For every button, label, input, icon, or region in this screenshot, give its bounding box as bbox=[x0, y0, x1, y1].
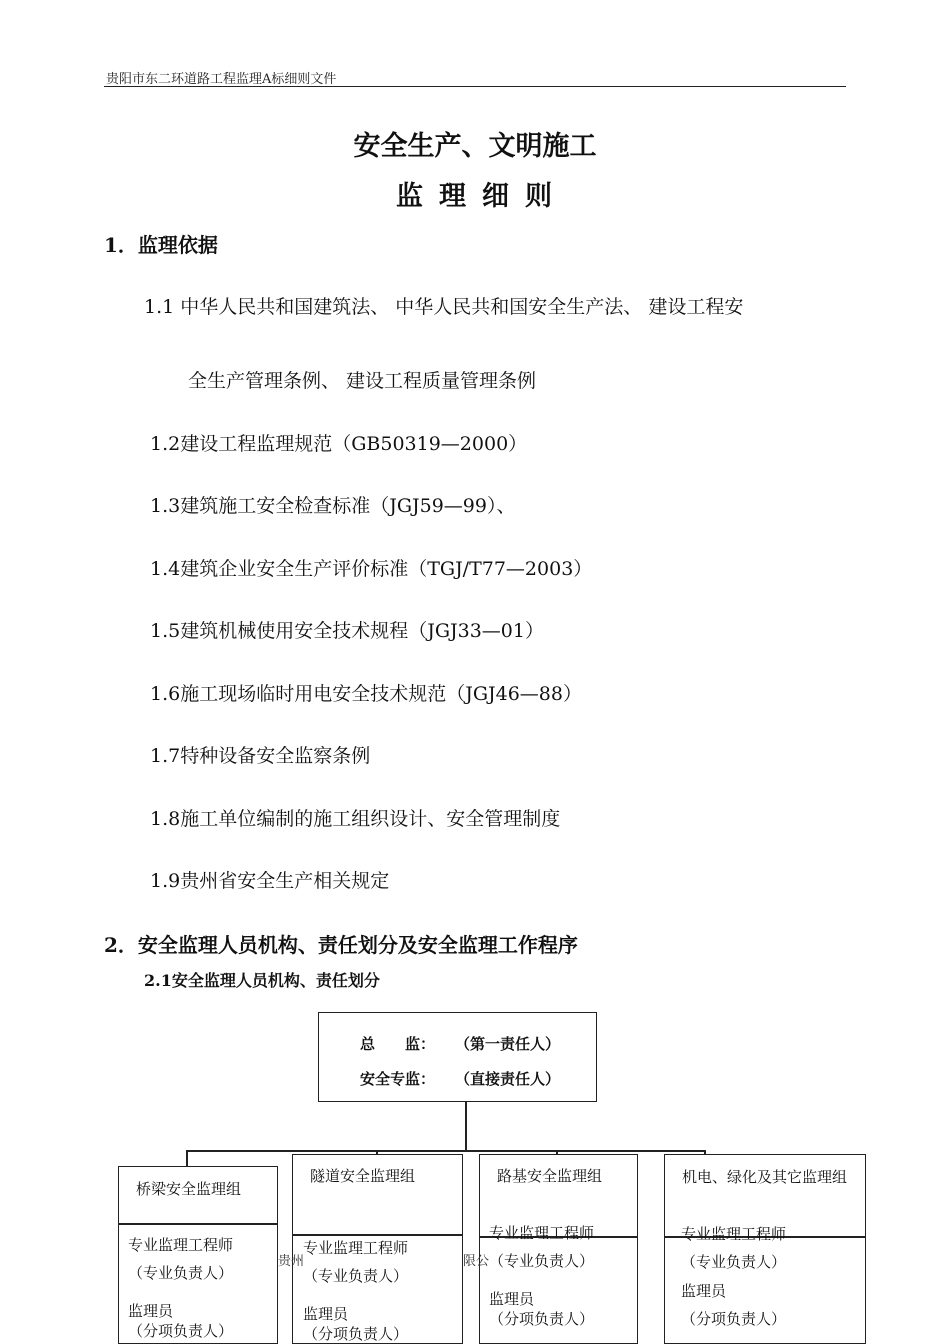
group-divider-tunnel bbox=[292, 1234, 463, 1236]
group-engineer-resp-roadbed: （专业负责人） bbox=[489, 1252, 595, 1270]
group-staff-bridge: 监理员 bbox=[128, 1302, 174, 1320]
page-subtitle: 监理细则 bbox=[396, 181, 568, 212]
group-engineer-resp-bridge: （专业负责人） bbox=[128, 1264, 234, 1282]
chief-supervisor-label: 总 监： bbox=[360, 1035, 436, 1053]
section-2-heading: 2．安全监理人员机构、责任划分及安全监理工作程序 bbox=[104, 933, 578, 957]
basis-item-1-2: 1.2建设工程监理规范（GB50319—2000） bbox=[150, 433, 528, 455]
group-divider-bridge bbox=[118, 1223, 278, 1225]
group-engineer-resp-tunnel: （专业负责人） bbox=[303, 1267, 409, 1285]
basis-item-1-8: 1.8施工单位编制的施工组织设计、安全管理制度 bbox=[150, 808, 561, 830]
group-staff-roadbed: 监理员 bbox=[489, 1290, 535, 1308]
group-name-roadbed: 路基安全监理组 bbox=[497, 1167, 603, 1185]
connector-trunk bbox=[465, 1101, 467, 1151]
group-name-electromech: 机电、绿化及其它监理组 bbox=[682, 1168, 848, 1186]
group-engineer-roadbed: 专业监理工程师 bbox=[489, 1224, 595, 1242]
basis-item-1-1: 1.1 中华人民共和国建筑法、 中华人民共和国安全生产法、 建设工程安 bbox=[144, 296, 744, 318]
chief-supervisor-responsibility: （第一责任人） bbox=[455, 1035, 561, 1053]
footer-fragment-left: 贵州 bbox=[278, 1254, 305, 1269]
safety-supervisor-label: 安全专监： bbox=[360, 1070, 436, 1088]
group-engineer-electromech: 专业监理工程师 bbox=[681, 1225, 787, 1243]
group-staff-resp-tunnel: （分项负责人） bbox=[303, 1325, 409, 1343]
section-2-1-heading: 2.1安全监理人员机构、责任划分 bbox=[144, 971, 380, 990]
group-staff-tunnel: 监理员 bbox=[303, 1305, 349, 1323]
basis-item-1-9: 1.9贵州省安全生产相关规定 bbox=[150, 870, 390, 892]
group-staff-resp-roadbed: （分项负责人） bbox=[489, 1310, 595, 1328]
page-header: 贵阳市东二环道路工程监理A标细则文件 bbox=[106, 72, 337, 87]
basis-item-1-7: 1.7特种设备安全监察条例 bbox=[150, 745, 371, 767]
group-name-bridge: 桥梁安全监理组 bbox=[136, 1180, 242, 1198]
group-engineer-resp-electromech: （专业负责人） bbox=[681, 1253, 787, 1271]
header-divider bbox=[104, 86, 846, 87]
basis-item-1-1-cont: 全生产管理条例、 建设工程质量管理条例 bbox=[188, 370, 537, 392]
basis-item-1-4: 1.4建筑企业安全生产评价标准（TGJ/T77—2003） bbox=[150, 558, 593, 580]
safety-supervisor-responsibility: （直接责任人） bbox=[455, 1070, 561, 1088]
group-staff-electromech: 监理员 bbox=[681, 1282, 727, 1300]
basis-item-1-6: 1.6施工现场临时用电安全技术规范（JGJ46—88） bbox=[150, 683, 582, 705]
group-staff-resp-electromech: （分项负责人） bbox=[681, 1310, 787, 1328]
group-engineer-bridge: 专业监理工程师 bbox=[128, 1236, 234, 1254]
basis-item-1-3: 1.3建筑施工安全检查标准（JGJ59—99）、 bbox=[150, 495, 516, 517]
connector-bar bbox=[186, 1150, 705, 1152]
group-name-tunnel: 隧道安全监理组 bbox=[310, 1167, 416, 1185]
section-1-heading: 1．监理依据 bbox=[104, 233, 218, 257]
basis-item-1-5: 1.5建筑机械使用安全技术规程（JGJ33—01） bbox=[150, 620, 544, 642]
footer-fragment-right: 限公 bbox=[463, 1254, 490, 1269]
group-staff-resp-bridge: （分项负责人） bbox=[128, 1322, 234, 1340]
page-title: 安全生产、文明施工 bbox=[353, 131, 597, 162]
group-engineer-tunnel: 专业监理工程师 bbox=[303, 1239, 409, 1257]
connector-drop-1 bbox=[186, 1150, 188, 1167]
